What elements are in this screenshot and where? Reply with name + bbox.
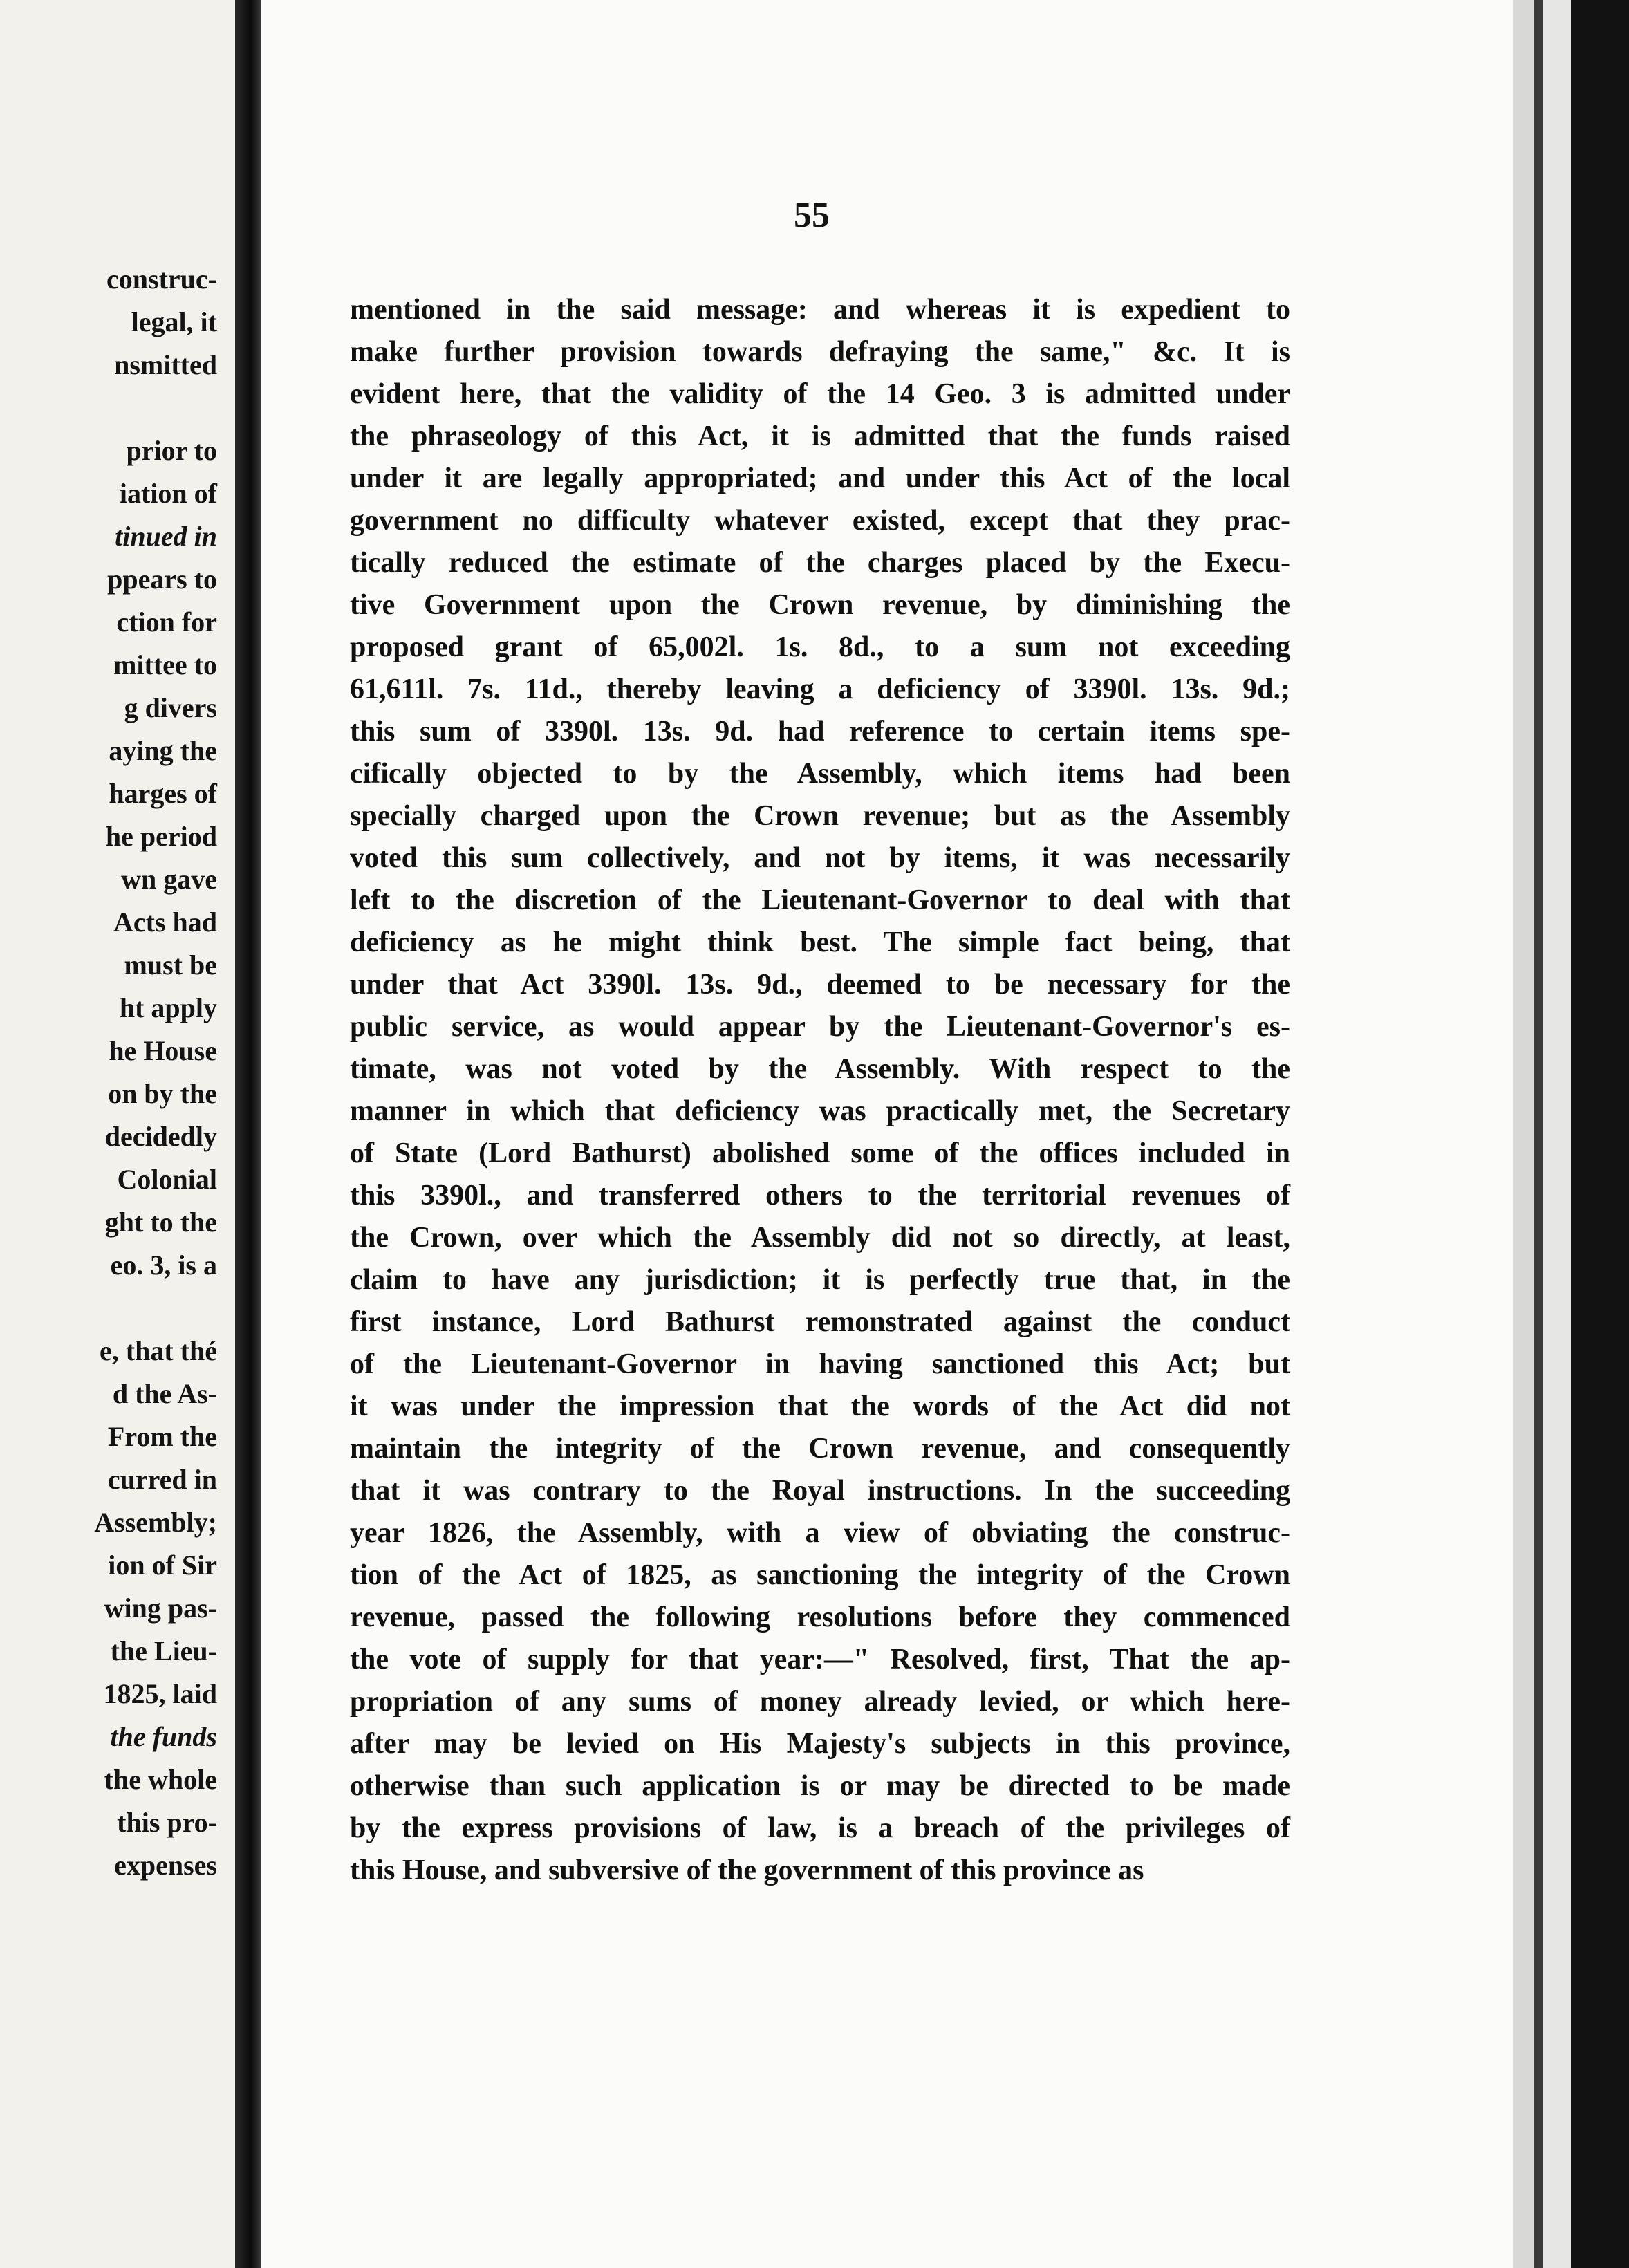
left-page-line: Colonial [117,1164,217,1195]
left-page-line: mittee to [113,649,217,680]
left-page-line: ppears to [107,564,217,595]
left-page-line: this pro- [117,1807,217,1838]
left-page-line: e, that thé [100,1335,217,1366]
body-line: claim to have any jurisdiction; it is perfectly true that, in the [350,1264,1290,1296]
left-page-line: From the [107,1421,217,1452]
body-line: this sum of 3390l. 13s. 9d. had reference to certain items spe- [350,716,1290,747]
body-line: government no difficulty whatever existed, except that they prac- [350,505,1290,537]
left-page-line: ght to the [104,1207,217,1238]
left-page-line: construc- [106,263,217,295]
left-page-line: Assembly; [94,1507,217,1538]
left-page-line: the Lieu- [110,1635,217,1666]
body-line: make further provision towards defraying the same," &c. It is [350,336,1290,368]
body-line: cifically objected to by the Assembly, which items had been [350,758,1290,790]
background-edge [1571,0,1629,2268]
page-edge-shadow [1534,0,1543,2268]
body-line: timate, was not voted by the Assembly. With respect to the [350,1053,1290,1085]
body-line: this 3390l., and transferred others to the territorial revenues of [350,1180,1290,1211]
body-line: tive Government upon the Crown revenue, by diminishing the [350,589,1290,621]
body-line: of State (Lord Bathurst) abolished some of the offices included in [350,1137,1290,1169]
body-line: by the express provisions of law, is a breach of the privileges of [350,1812,1290,1844]
body-line: evident here, that the validity of the 14 Geo. 3 is admitted under [350,378,1290,410]
left-page-line: must be [124,949,217,980]
left-page-line: wing pas- [104,1592,217,1624]
facing-page-left [0,0,235,2268]
left-page-line: harges of [109,778,217,809]
body-line: otherwise than such application is or may be directed to be made [350,1770,1290,1802]
body-line: it was under the impression that the words of the Act did not [350,1391,1290,1422]
body-line: tically reduced the estimate of the charges placed by the Execu- [350,547,1290,579]
body-line: tion of the Act of 1825, as sanctioning the integrity of the Crown [350,1559,1290,1591]
body-line: voted this sum collectively, and not by items, it was necessarily [350,842,1290,874]
left-page-line: Acts had [113,907,217,938]
left-page-line: he period [105,821,217,852]
body-line: year 1826, the Assembly, with a view of obviating the construc- [350,1517,1290,1549]
page-edge [1543,0,1571,2268]
left-page-line: g divers [124,692,217,723]
body-line: propriation of any sums of money already levied, or which here- [350,1686,1290,1718]
left-page-line: eo. 3, is a [110,1249,217,1281]
left-page-line: d the As- [112,1378,217,1409]
left-page-line: wn gave [121,864,217,895]
book-gutter [235,0,261,2268]
body-line: the phraseology of this Act, it is admitted that the funds raised [350,420,1290,452]
body-line: manner in which that deficiency was practically met, the Secretary [350,1095,1290,1127]
left-page-line: on by the [108,1078,217,1109]
left-page-line: iation of [119,478,217,509]
body-line: after may be levied on His Majesty's subjects in this province, [350,1728,1290,1760]
left-page-line: nsmitted [114,349,217,380]
body-line: maintain the integrity of the Crown revenue, and consequently [350,1433,1290,1465]
left-page-line: the whole [104,1764,217,1795]
left-page-line: tinued in [115,521,217,552]
left-page-line: legal, it [131,306,217,337]
body-line: proposed grant of 65,002l. 1s. 8d., to a sum not exceeding [350,631,1290,663]
body-line: deficiency as he might think best. The simple fact being, that [350,927,1290,958]
body-line: specially charged upon the Crown revenue; but as the Assembly [350,800,1290,832]
left-page-line: the funds [110,1721,217,1752]
body-line: left to the discretion of the Lieutenant-Governor to deal with that [350,884,1290,916]
page-number: 55 [794,196,830,235]
body-line: under that Act 3390l. 13s. 9d., deemed to be necessary for the [350,969,1290,1001]
left-page-line: prior to [126,435,217,466]
left-page-line: ction for [116,606,217,638]
body-line: mentioned in the said message: and whereas it is expedient to [350,294,1290,326]
page-edge [1513,0,1534,2268]
body-line: that it was contrary to the Royal instructions. In the succeeding [350,1475,1290,1507]
body-line: revenue, passed the following resolutions before they commenced [350,1601,1290,1633]
left-page-line: aying the [109,735,217,766]
left-page-line: 1825, laid [103,1678,217,1709]
body-line: 61,611l. 7s. 11d., thereby leaving a deficiency of 3390l. 13s. 9d.; [350,673,1290,705]
left-page-line: ion of Sir [108,1550,217,1581]
body-line: of the Lieutenant-Governor in having sanctioned this Act; but [350,1348,1290,1380]
body-line: the Crown, over which the Assembly did not so directly, at least, [350,1222,1290,1254]
body-line: first instance, Lord Bathurst remonstrated against the conduct [350,1306,1290,1338]
body-line: under it are legally appropriated; and under this Act of the local [350,463,1290,494]
left-page-line: ht apply [119,992,217,1023]
left-page-line: expenses [114,1850,217,1881]
left-page-line: decidedly [104,1121,217,1152]
left-page-line: he House [109,1035,217,1066]
body-line: the vote of supply for that year:—" Resolved, first, That the ap- [350,1644,1290,1675]
body-line: public service, as would appear by the Lieutenant-Governor's es- [350,1011,1290,1043]
left-page-line: curred in [107,1464,217,1495]
body-line: this House, and subversive of the government of this province as [350,1855,1144,1886]
